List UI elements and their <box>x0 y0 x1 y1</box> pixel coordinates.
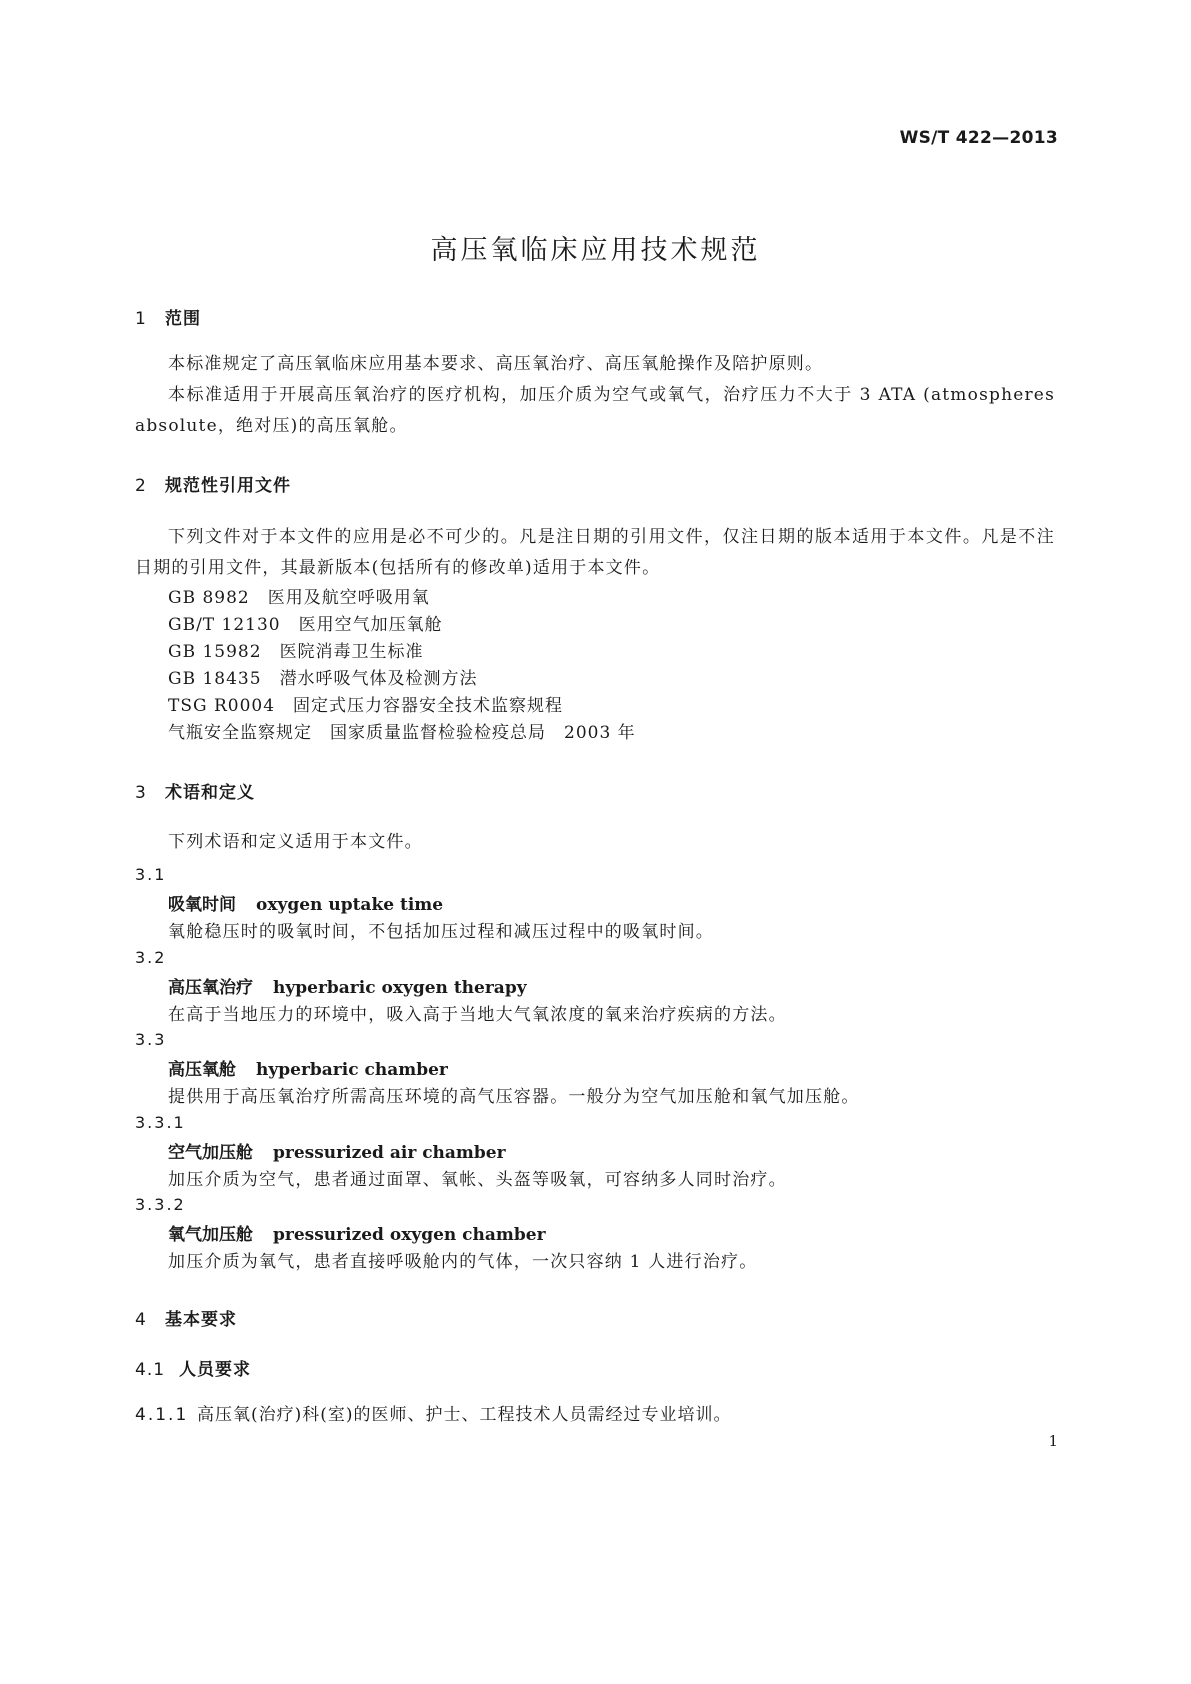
reference-name: 医用及航空呼吸用氧 <box>267 588 430 608</box>
paragraph: 本标准规定了高压氧临床应用基本要求、高压氧治疗、高压氧舱操作及陪护原则。 <box>168 354 824 374</box>
term-number: 3.3.2 <box>135 1195 186 1214</box>
paragraph: 本标准适用于开展高压氧治疗的医疗机构，加压介质为空气或氧气，治疗压力不大于 3 ATA (atmospheres absolute，绝对压)的高压氧舱。 <box>135 385 1055 436</box>
clause-4-1-1 <box>135 1400 732 1425</box>
term-en: oxygen uptake time <box>256 895 444 915</box>
reference-name: 医用空气加压氧舱 <box>298 615 443 635</box>
section-number: 4 <box>135 1310 147 1330</box>
term-en: hyperbaric chamber <box>256 1060 448 1080</box>
reference-item <box>168 610 443 635</box>
reference-name: 国家质量监督检验检疫总局 2003 年 <box>330 723 636 743</box>
term-heading <box>168 1055 448 1080</box>
term-en: pressurized oxygen chamber <box>273 1225 546 1245</box>
section-title: 规范性引用文件 <box>165 476 291 496</box>
reference-item <box>168 718 636 743</box>
term-heading <box>168 973 527 998</box>
page-number: 1 <box>1048 1432 1058 1450</box>
term-heading <box>168 1220 546 1245</box>
section-title: 术语和定义 <box>165 783 255 803</box>
term-zh: 高压氧治疗 <box>168 978 253 998</box>
subsection-title: 人员要求 <box>179 1360 251 1380</box>
reference-code: GB 8982 <box>168 588 250 608</box>
section-title: 基本要求 <box>165 1310 237 1330</box>
subsection-number: 4.1 <box>135 1360 166 1380</box>
term-zh: 空气加压舱 <box>168 1143 253 1163</box>
term-definition: 提供用于高压氧治疗所需高压环境的高气压容器。一般分为空气加压舱和氧气加压舱。 <box>168 1087 860 1107</box>
term-en: pressurized air chamber <box>273 1143 506 1163</box>
reference-item <box>168 637 424 662</box>
section-2-heading <box>135 471 291 496</box>
section-title: 范围 <box>165 309 201 329</box>
term-number: 3.1 <box>135 865 167 884</box>
section-3-heading <box>135 778 255 803</box>
term-heading <box>168 890 443 915</box>
section-number: 2 <box>135 476 147 496</box>
reference-name: 潜水呼吸气体及检测方法 <box>279 669 478 689</box>
term-en: hyperbaric oxygen therapy <box>273 978 527 998</box>
clause-number: 4.1.1 <box>135 1405 189 1425</box>
standard-number: WS/T 422—2013 <box>899 128 1058 148</box>
reference-code: GB/T 12130 <box>168 615 281 635</box>
paragraph: 下列文件对于本文件的应用是必不可少的。凡是注日期的引用文件，仅注日期的版本适用于本文件。凡是不注日期的引用文件，其最新版本(包括所有的修改单)适用于本文件。 <box>135 527 1055 578</box>
subsection-4-1-heading <box>135 1355 251 1380</box>
term-heading <box>168 1138 506 1163</box>
term-number: 3.3 <box>135 1030 167 1049</box>
term-number: 3.2 <box>135 948 167 967</box>
reference-code: 气瓶安全监察规定 <box>168 723 312 743</box>
reference-item <box>168 664 478 689</box>
reference-item <box>168 583 430 608</box>
section-1-heading <box>135 304 201 329</box>
section-number: 3 <box>135 783 147 803</box>
reference-item <box>168 691 563 716</box>
document-title: 高压氧临床应用技术规范 <box>430 235 761 266</box>
term-definition: 在高于当地压力的环境中，吸入高于当地大气氧浓度的氧来治疗疾病的方法。 <box>168 1005 787 1025</box>
term-definition: 加压介质为氧气，患者直接呼吸舱内的气体，一次只容纳 1 人进行治疗。 <box>168 1252 758 1272</box>
reference-code: TSG R0004 <box>168 696 276 716</box>
reference-name: 固定式压力容器安全技术监察规程 <box>293 696 564 716</box>
term-zh: 氧气加压舱 <box>168 1225 253 1245</box>
term-zh: 吸氧时间 <box>168 895 236 915</box>
reference-code: GB 15982 <box>168 642 262 662</box>
paragraph: 下列术语和定义适用于本文件。 <box>168 832 423 852</box>
term-definition: 氧舱稳压时的吸氧时间，不包括加压过程和减压过程中的吸氧时间。 <box>168 922 714 942</box>
term-zh: 高压氧舱 <box>168 1060 236 1080</box>
clause-text: 高压氧(治疗)科(室)的医师、护士、工程技术人员需经过专业培训。 <box>197 1405 732 1425</box>
reference-name: 医院消毒卫生标准 <box>279 642 424 662</box>
term-definition: 加压介质为空气，患者通过面罩、氧帐、头盔等吸氧，可容纳多人同时治疗。 <box>168 1170 787 1190</box>
section-number: 1 <box>135 309 147 329</box>
section-4-heading <box>135 1305 237 1330</box>
term-number: 3.3.1 <box>135 1113 186 1132</box>
reference-code: GB 18435 <box>168 669 262 689</box>
